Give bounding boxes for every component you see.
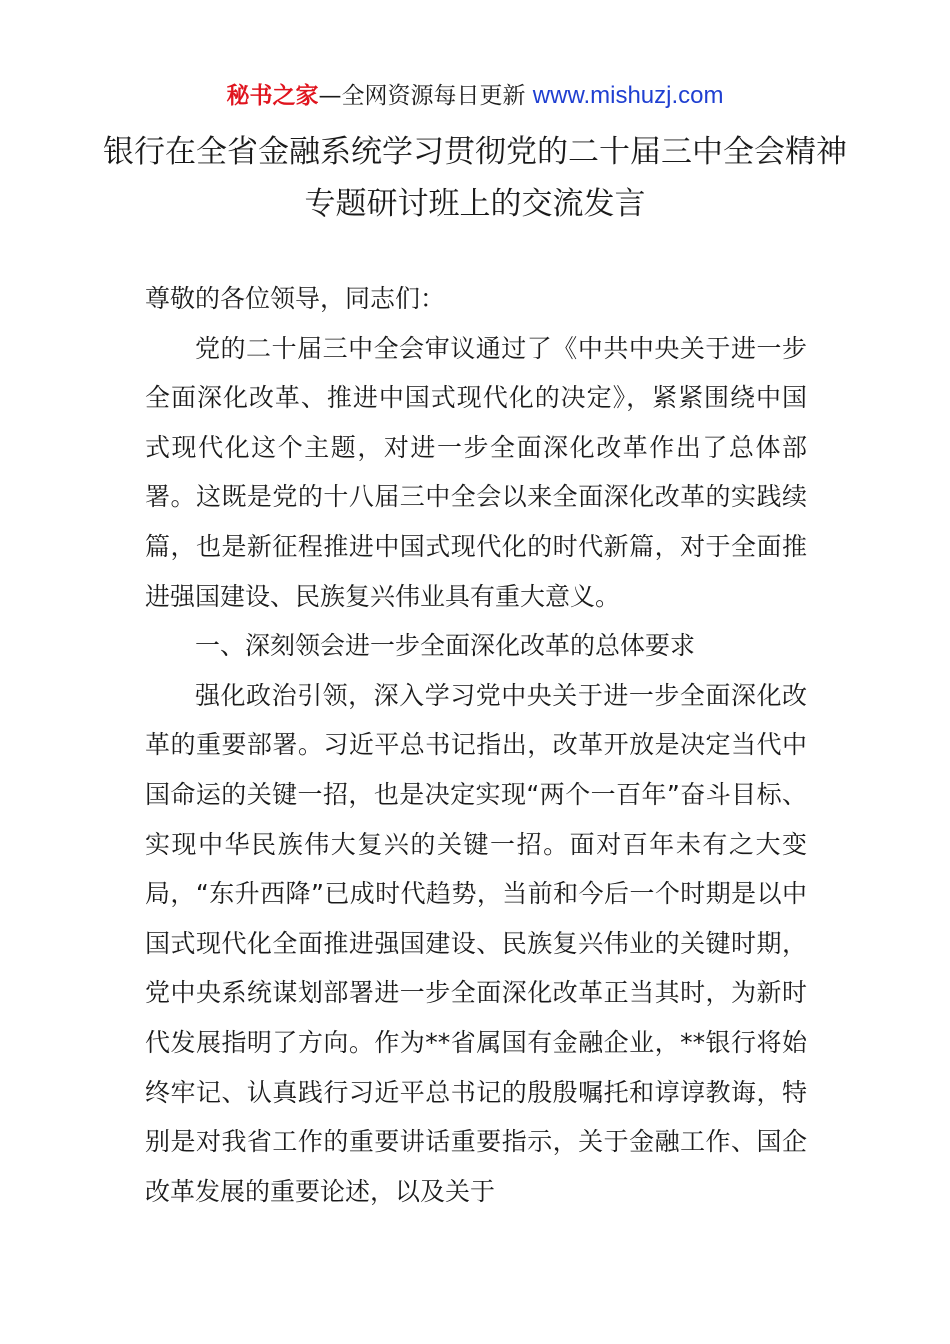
section-heading: 一、深刻领会进一步全面深化改革的总体要求	[195, 631, 696, 661]
document-title: 银行在全省金融系统学习贯彻党的二十届三中全会精神专题研讨班上的交流发言	[103, 134, 847, 222]
body-paragraph: 强化政治引领，深入学习党中央关于进一步全面深化改革的重要部署。习近平总书记指出，改革开放是决定当代中国命运的关键一招，也是决定实现“两个一百年”奋斗目标、实现中华民族伟大复兴的关键一招。面对百年未有之大变局，“东升西降”已成时代趋势，当前和今后一个时期是以中国式现代化全面推进强国建设、民族复兴伟业的关键时期，党中央系统谋划部署进一步全面深化改革正当其时，为新时代发展指明了方向。作为**省属国有金融企业，**银行将始终牢记、认真践行习近平总书记的殷殷嘱托和谆谆教诲，特别是对我省工作的重要讲话重要指示，关于金融工作、国企改革发展的重要论述，以及关于	[145, 680, 807, 1206]
banner-url-link[interactable]: www.mishuzj.com	[532, 82, 724, 109]
banner-tagline: —全网资源每日更新	[318, 83, 533, 109]
body-paragraph: 党的二十届三中全会审议通过了《中共中央关于进一步全面深化改革、推进中国式现代化的决定》，紧紧围绕中国式现代化这个主题，对进一步全面深化改革作出了总体部署。这既是党的十八届三中全会以来全面深化改革的实践续篇，也是新征程推进中国式现代化的时代新篇，对于全面推进强国建设、民族复兴伟业具有重大意义。	[145, 333, 807, 611]
site-banner	[0, 80, 950, 112]
salutation: 尊敬的各位领导，同志们：	[145, 284, 446, 313]
document-body	[145, 274, 807, 1216]
banner-brand: 秘书之家	[226, 83, 319, 109]
